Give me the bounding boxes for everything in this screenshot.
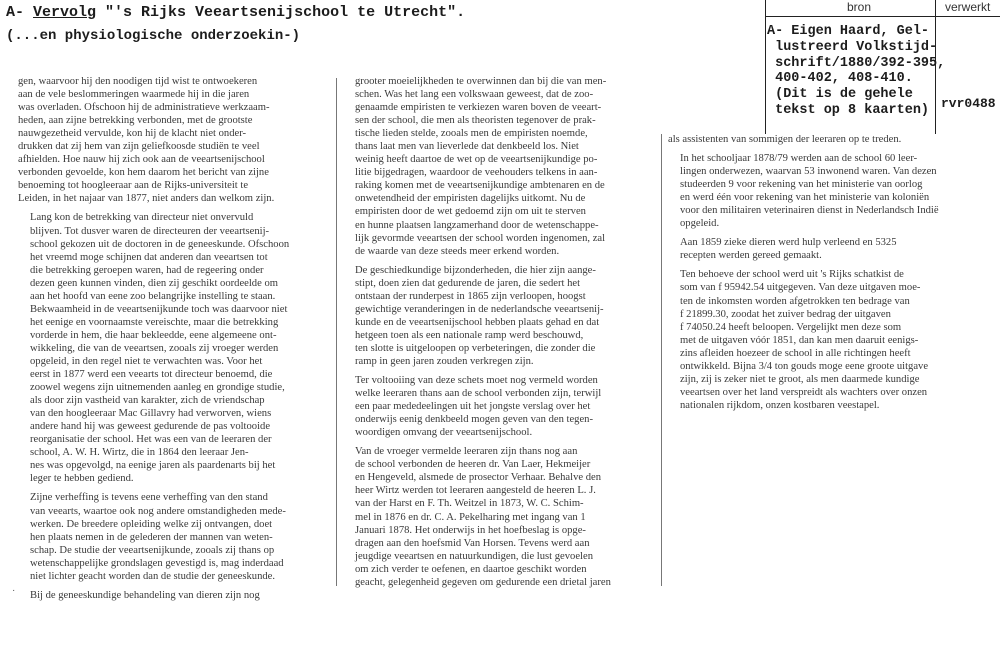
article-line: kunde en de veeartsenijschool hebben plaats gehad en dat bbox=[355, 316, 600, 328]
article-line: het vreemd moge schijnen dat anderen dan veeartsen tot bbox=[30, 251, 268, 263]
article-line: aan het hoofd van eene zoo belangrijke instelling te staan. bbox=[30, 290, 276, 302]
article-paragraph bbox=[668, 133, 981, 146]
card-subtitle: (...en physiologische onderzoekin-) bbox=[6, 28, 301, 44]
article-line: het eenige en voornaamste vereischte, maar die betrekking bbox=[30, 316, 279, 328]
article-line: De geschiedkundige bijzonderheden, die hier zijn aange- bbox=[355, 264, 596, 276]
article-line: mel in 1876 en dr. C. A. Pekelharing met ingang van 1 bbox=[355, 511, 586, 523]
index-box-rule bbox=[765, 16, 1000, 17]
article-line: thans laat men van lieverlede dat denkbeeld los. Niet bbox=[355, 141, 579, 153]
source-citation-line: A- Eigen Haard, Gel- bbox=[767, 24, 930, 39]
article-column-1 bbox=[18, 75, 331, 608]
article-line: ramp in geen jaren zouden verkregen zijn. bbox=[355, 355, 534, 367]
article-line: drukken dat zij hem van zijn geliefkoosde studiën te veel bbox=[18, 141, 260, 153]
article-line: werken. De breedere opleiding welke zij ontvangen, doet bbox=[30, 518, 273, 530]
column-divider bbox=[336, 78, 337, 586]
article-line: Zijne verheffing is tevens eene verheffing van den stand bbox=[30, 492, 268, 504]
article-line: zoowel wegens zijn uitnemenden aanleg en grondige studie, bbox=[30, 382, 285, 394]
article-line: nes was opgevolgd, na eenige jaren als paardenarts bij het bbox=[30, 460, 276, 472]
article-line: nationalen rijkdom, onzen kostbaren veestapel. bbox=[680, 399, 880, 411]
article-paragraph bbox=[18, 491, 331, 582]
article-line: stipt, doen zien dat gedurende de jaren, die sedert het bbox=[355, 277, 581, 289]
article-line: zins afleiden hoezeer de school in alle richtingen heeft bbox=[680, 347, 911, 359]
article-line: en werd één voor rekening van het ministerie van koloniën bbox=[680, 192, 930, 204]
index-box-left-rule bbox=[765, 0, 766, 134]
article-paragraph bbox=[668, 152, 981, 230]
article-line: zijn, zij is zeker niet te groot, als men daarmede kundige bbox=[680, 373, 920, 385]
article-line: voor den militairen veterinairen dienst in Nederlandsch Indië bbox=[680, 205, 939, 217]
article-line: Lang kon de betrekking van directeur niet onvervuld bbox=[30, 212, 254, 224]
article-paragraph bbox=[668, 236, 981, 262]
article-line: verbonden gevoelde, kon hem daarom het bericht van zijne bbox=[18, 167, 269, 179]
article-line: opgeleid. bbox=[680, 218, 720, 230]
article-line: dezen geen kunnen vinden, dien zij geschikt oordeelde om bbox=[30, 277, 278, 289]
article-line: Ten behoeve der school werd uit 's Rijks schatkist de bbox=[680, 269, 904, 281]
article-line: wikkeling, die van de veeartsen, zooals zij vroeger werden bbox=[30, 342, 279, 354]
article-line: gewichtige veranderingen in de nederlandsche veeartsenij- bbox=[355, 303, 604, 315]
article-line: om zich verder te oefenen, en daartoe geschikt worden bbox=[355, 563, 587, 575]
article-line: Leiden, in het najaar van 1877, niet anders dan welkom zijn. bbox=[18, 193, 275, 205]
article-line: die betrekking geroepen waren, had de regeering onder bbox=[30, 264, 264, 276]
article-line: Van de vroeger vermelde leeraren zijn thans nog aan bbox=[355, 446, 578, 458]
article-line: niet lichter geacht worden dan de studie der geneeskunde. bbox=[30, 570, 276, 582]
article-line: recepten werden gereed gemaakt. bbox=[680, 250, 822, 262]
title-underlined-word: Vervolg bbox=[33, 4, 97, 21]
source-citation-line: lustreerd Volkstijd- bbox=[767, 39, 938, 55]
article-line: benoeming tot hoogleeraar aan de Rijks-universiteit te bbox=[18, 180, 249, 192]
article-line: raking komen met de veeartsenijkundige ambtenaren en de bbox=[355, 180, 605, 192]
article-line: som van f 95942.54 uitgegeven. Van deze uitgaven moe- bbox=[680, 282, 921, 294]
article-line: van der Harst en F. Th. Weitzel in 1873, W. C. Schim- bbox=[355, 498, 584, 510]
article-line: reorganisatie der school. Het was een van de leeraren der bbox=[30, 434, 272, 446]
article-line: en hunne plaatsen langzamerhand door de wetenschappe- bbox=[355, 219, 599, 231]
article-line: en Hengeveld, alsmede de prosector Verhaar. Behalve den bbox=[355, 472, 602, 484]
article-line: welke leeraren thans aan de school verbonden zijn, terwijl bbox=[355, 388, 602, 400]
article-paragraph bbox=[668, 268, 981, 412]
column-divider bbox=[661, 134, 662, 586]
article-line: ten slotte is uitgeloopen op verbeteringen, die zonder die bbox=[355, 342, 596, 354]
article-line: aan de vele beslommeringen waarmede hij in die jaren bbox=[18, 89, 250, 101]
article-line: hen plaats nemen in de gelederen der mannen van weten- bbox=[30, 531, 273, 543]
article-line: studeerden 9 voor rekening van het ministerie van oorlog bbox=[680, 179, 923, 191]
article-line: opgeleid, in den regel niet te verwachten was. Voor het bbox=[30, 355, 263, 367]
article-line: andere hand hij was geweest gedurende de pas voltooide bbox=[30, 421, 271, 433]
article-line: litie bijgedragen, waardoor de veehouders telkens in aan- bbox=[355, 167, 598, 179]
article-line: schap. De studie der veeartsenijkunde, zooals zij thans op bbox=[30, 544, 275, 556]
article-line: Aan 1859 zieke dieren werd hulp verleend en 5325 bbox=[680, 237, 897, 249]
article-line: van veearts, waartoe ook nog andere omstandigheden mede- bbox=[30, 505, 286, 517]
article-line: Ter voltooiing van deze schets moet nog vermeld worden bbox=[355, 375, 598, 387]
article-line: Januari 1878. Het onderwijs in het hoefbeslag is opge- bbox=[355, 524, 586, 536]
article-paragraph bbox=[343, 75, 656, 258]
article-column-2 bbox=[343, 75, 656, 595]
article-line: als door zijn vastheid van karakter, zich de vriendschap bbox=[30, 395, 265, 407]
source-citation-line: (Dit is de gehele bbox=[767, 87, 913, 103]
article-line: lijk gevormde veeartsen der school worden ingenomen, zal bbox=[355, 232, 606, 244]
article-line: een paar mededeelingen uit het jongste verslag over het bbox=[355, 401, 591, 413]
article-line: jeugdige veeartsen en natuurkundigen, die lust gevoelen bbox=[355, 550, 593, 562]
article-line: weinig heeft daartoe de wet op de veeartsenijkundige po- bbox=[355, 154, 598, 166]
article-line: In het schooljaar 1878/79 werden aan de school 60 leer- bbox=[680, 153, 918, 165]
article-line: hetgeen toen als een nationale ramp werd beschouwd, bbox=[355, 329, 584, 341]
article-line: sen der school, die men als theoristen tegenover de prak- bbox=[355, 115, 596, 127]
article-line: ontstaan der runderpest in 1865 zijn verloopen, hoogst bbox=[355, 290, 586, 302]
verwerkt-label: verwerkt bbox=[945, 0, 991, 14]
reference-code: rvr0488 bbox=[941, 96, 996, 111]
article-line: f 74050.24 heeft beloopen. Vergelijkt men deze som bbox=[680, 321, 902, 333]
article-line: school gekozen uit de doctoren in de geneeskunde. Ofschoon bbox=[30, 238, 290, 250]
source-citation-line: tekst op 8 kaarten) bbox=[767, 102, 930, 118]
article-paragraph bbox=[343, 264, 656, 368]
article-line: Bekwaamheid in de veeartsenijkunde toch was daarvoor niet bbox=[30, 303, 288, 315]
article-paragraph bbox=[18, 75, 331, 205]
card-title bbox=[6, 4, 465, 21]
article-line: grooter moeielijkheden te overwinnen dan bij die van men- bbox=[355, 76, 607, 87]
article-line: woordigen omvang der veeartsenijschool. bbox=[355, 427, 533, 439]
source-citation-line: schrift/1880/392-395, bbox=[767, 55, 946, 71]
article-line: met de uitgaven vóór 1851, dan kan men daaruit eenigs- bbox=[680, 334, 919, 346]
article-line: Bij de geneeskundige behandeling van dieren zijn nog bbox=[30, 589, 260, 601]
article-line: schen. Was het lang een volkswaan geweest, dat de zoo- bbox=[355, 89, 594, 101]
source-index-box bbox=[765, 0, 1000, 140]
article-line: lingen onderwezen, waarvan 53 inwonend waren. Van dezen bbox=[680, 166, 937, 178]
article-line: veeartsen over het land verspreidt als wachters over onzen bbox=[680, 386, 928, 398]
article-line: school, A. W. H. Wirtz, die in 1864 den leeraar Jen- bbox=[30, 447, 249, 459]
article-line: genaamde empiristen te verkiezen waren boven de veeart- bbox=[355, 102, 602, 114]
article-column-3 bbox=[668, 133, 981, 418]
article-line: was overladen. Ofschoon hij de administratieve werkzaam- bbox=[18, 102, 270, 114]
article-line: de waarde van deze steeds meer erkend worden. bbox=[355, 245, 560, 257]
source-citation bbox=[767, 24, 945, 119]
article-line: onderwijs eenig denkbeeld mogen geven van den tegen- bbox=[355, 414, 593, 426]
article-line: onwetendheid der empiristen dagelijks uitkomt. Nu de bbox=[355, 193, 586, 205]
article-line: gen, waarvoor hij den noodigen tijd wist te ontwoekeren bbox=[18, 76, 258, 87]
article-paragraph bbox=[18, 211, 331, 485]
title-prefix: A- bbox=[6, 4, 34, 21]
article-line: heden, aan zijne betrekking verbonden, met de grootste bbox=[18, 115, 253, 127]
article-line: vorderde in hem, die haar bekleedde, eene algemeene ont- bbox=[30, 329, 277, 341]
article-line: afhielden. Hoe nauw hij zich ook aan de veeartsenijschool bbox=[18, 154, 265, 166]
source-citation-line: 400-402, 408-410. bbox=[767, 71, 913, 87]
bron-label: bron bbox=[847, 0, 872, 14]
article-paragraph bbox=[343, 374, 656, 439]
article-paragraph bbox=[343, 445, 656, 589]
article-line: f 21899.30, zoodat het zuiver bedrag der uitgaven bbox=[680, 308, 891, 320]
article-paragraph bbox=[18, 589, 331, 602]
article-line: als assistenten van sommigen der leeraren op te treden. bbox=[668, 134, 902, 145]
article-line: nauwgezetheid vervulde, kon hij de klacht niet onder- bbox=[18, 128, 247, 140]
article-line: van den hoogleeraar Mac Gillavry had verworven, wiens bbox=[30, 408, 272, 420]
article-line: tische lieden stelde, zooals men de empiristen noemde, bbox=[355, 128, 588, 140]
article-line: dragen aan den hoefsmid Van Horsen. Tevens werd aan bbox=[355, 537, 590, 549]
article-line: geacht, gelegenheid gegeven om gedurende een drietal jaren bbox=[355, 576, 611, 588]
article-line: ontwikkeld. Bijna 3/4 ton gouds moge eene groote uitgave bbox=[680, 360, 929, 372]
article-line: empiristen door de wet gedoemd zijn om uit te sterven bbox=[355, 206, 586, 218]
article-line: ten de inkomsten worden afgetrokken ten bedrage van bbox=[680, 295, 910, 307]
article-line: de school verbonden de heeren dr. Van Laer, Hekmeijer bbox=[355, 459, 591, 471]
article-line: eerst in 1877 werd een veearts tot directeur benoemd, die bbox=[30, 369, 273, 381]
article-line: heer Wirtz werden tot leeraren aangesteld de heeren L. J. bbox=[355, 485, 596, 497]
article-line: wetenschappelijke grondslagen gevestigd is, mag inderdaad bbox=[30, 557, 284, 569]
margin-mark: · bbox=[12, 585, 16, 596]
title-text: "'s Rijks Veeartsenijschool te Utrecht". bbox=[96, 4, 466, 21]
article-line: leger te hebben gediend. bbox=[30, 473, 134, 485]
article-line: blijven. Tot dusver waren de directeuren der veeartsenij- bbox=[30, 225, 270, 237]
